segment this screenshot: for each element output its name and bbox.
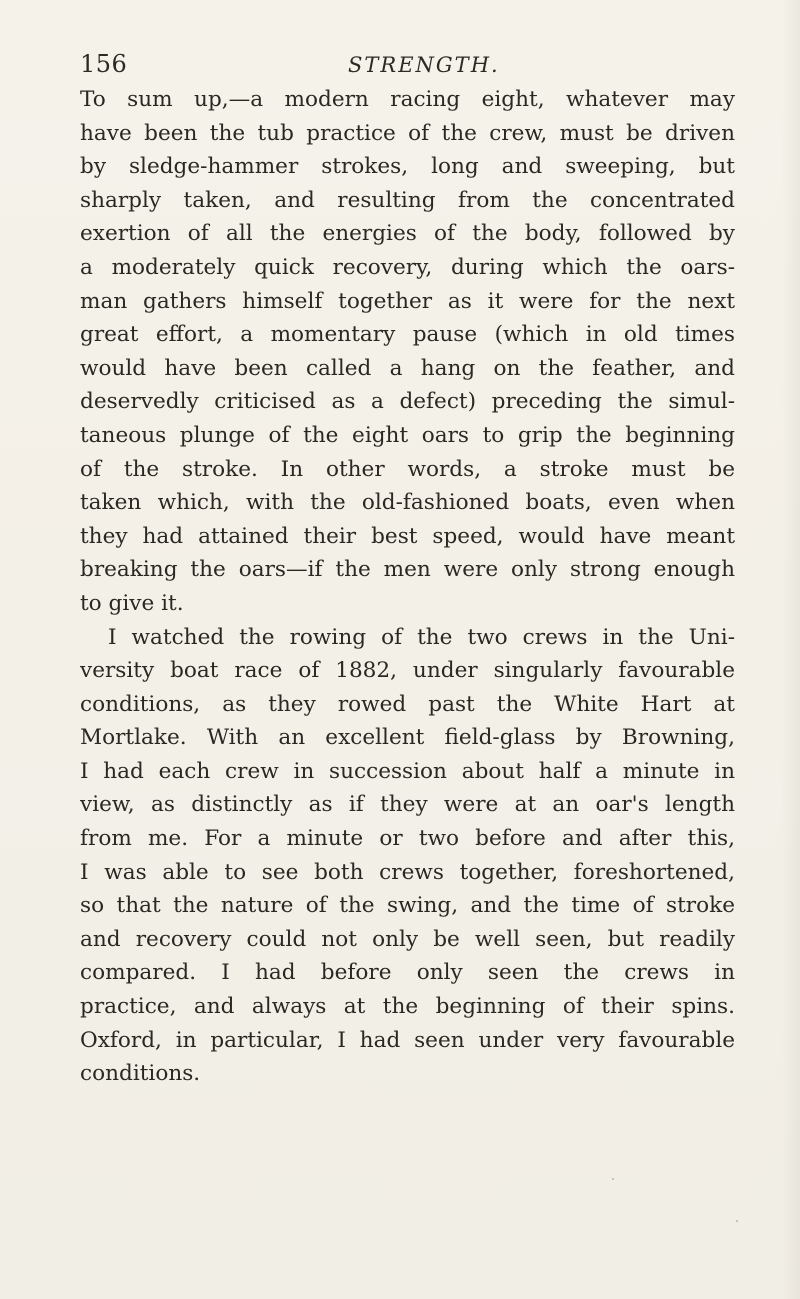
text-line: practice, and always at the beginning of their spins. — [80, 994, 735, 1020]
text-line: Mortlake. With an excellent field-glass by Browning, — [80, 725, 735, 751]
text-line: compared. I had before only seen the crews in — [80, 960, 735, 986]
text-line: and recovery could not only be well seen, but readily — [80, 926, 735, 952]
paper-speck — [736, 1220, 738, 1222]
text-line: by sledge-hammer strokes, long and sweeping, but — [80, 154, 735, 180]
text-line: would have been called a hang on the feather, and — [80, 355, 735, 381]
text-line: exertion of all the energies of the body, followed by — [80, 221, 735, 247]
text-line: taken which, with the old-fashioned boats, even when — [80, 490, 735, 516]
text-line: great effort, a momentary pause (which in old times — [80, 322, 735, 348]
text-line: I had each crew in succession about half a minute in — [80, 758, 735, 784]
text-line: view, as distinctly as if they were at an oar's length — [80, 792, 735, 818]
text-line: Oxford, in particular, I had seen under very favourable — [80, 1027, 735, 1053]
text-line: to give it. — [80, 590, 184, 616]
text-line: man gathers himself together as it were for the next — [80, 288, 735, 314]
text-line: breaking the oars—if the men were only strong enough — [80, 557, 735, 583]
text-line: To sum up,—a modern racing eight, whatever may — [80, 87, 735, 112]
text-line: I watched the rowing of the two crews in the Uni- — [108, 624, 735, 650]
text-line: of the stroke. In other words, a stroke must be — [80, 456, 735, 482]
text-line: conditions. — [80, 1061, 201, 1087]
page-edge-shadow — [782, 0, 800, 1299]
text-line: I was able to see both crews together, foreshortened, — [80, 859, 735, 885]
text-line: have been the tub practice of the crew, must be driven — [80, 120, 735, 146]
text-line: conditions, as they rowed past the White Hart at — [80, 691, 735, 717]
text-line: taneous plunge of the eight oars to grip the beginning — [80, 422, 735, 448]
text-line: from me. For a minute or two before and after this, — [80, 826, 735, 852]
text-line: versity boat race of 1882, under singularly favourable — [80, 658, 735, 684]
body-text — [80, 83, 735, 1091]
running-head: STRENGTH. — [348, 53, 500, 77]
text-line: so that the nature of the swing, and the time of stroke — [80, 893, 735, 919]
text-line: deservedly criticised as a defect) preceding the simul- — [80, 389, 735, 415]
page-header — [80, 48, 732, 88]
paper-speck — [612, 1178, 614, 1180]
page-number: 156 — [80, 50, 128, 78]
text-line: a moderately quick recovery, during which the oars- — [80, 254, 735, 280]
text-line: sharply taken, and resulting from the concentrated — [80, 187, 735, 213]
text-line: they had attained their best speed, would have meant — [80, 523, 735, 549]
